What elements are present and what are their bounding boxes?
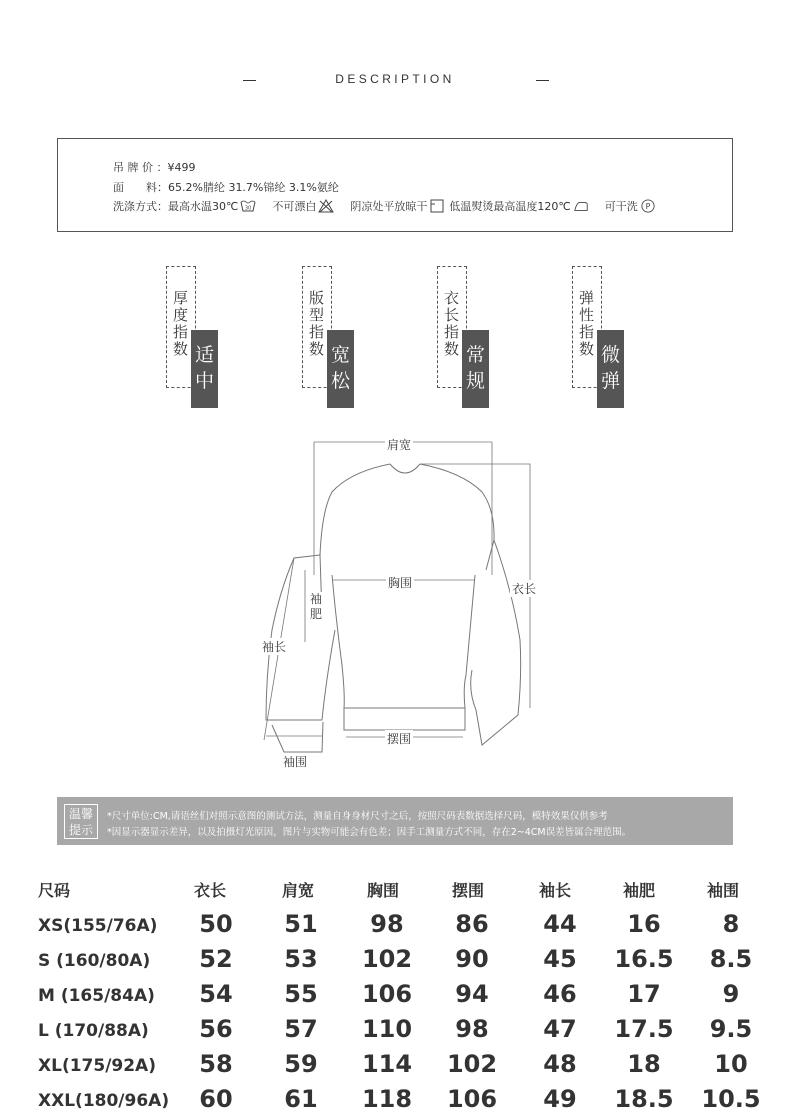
header-size: 尺码 bbox=[38, 881, 71, 900]
gauge-label: 衣长指数 bbox=[444, 289, 460, 358]
gauge-label: 版型指数 bbox=[309, 289, 325, 358]
measurement-value: 16.5 bbox=[614, 945, 674, 973]
measurement-value: 98 bbox=[370, 910, 404, 938]
measurement-value: 10 bbox=[714, 1050, 748, 1078]
tips-tag: 温馨提示 bbox=[64, 804, 98, 839]
gauge-value: 微弹 bbox=[597, 330, 624, 408]
gauge-length bbox=[437, 266, 497, 411]
gauge-value: 常规 bbox=[462, 330, 489, 408]
measurement-value: 60 bbox=[199, 1085, 233, 1113]
measurement-value: 17 bbox=[627, 980, 661, 1008]
measurement-value: 53 bbox=[284, 945, 318, 973]
measurement-value: 52 bbox=[199, 945, 233, 973]
measurement-value: 10.5 bbox=[701, 1085, 761, 1113]
measurement-value: 8.5 bbox=[709, 945, 753, 973]
flat-dry-icon bbox=[429, 199, 445, 213]
measurement-value: 98 bbox=[455, 1015, 489, 1043]
measurement-value: 102 bbox=[446, 1050, 498, 1078]
product-info-box bbox=[57, 138, 733, 232]
description-header bbox=[0, 70, 790, 92]
measurement-value: 102 bbox=[361, 945, 413, 973]
label-chest: 胸围 bbox=[388, 576, 413, 590]
header-dash-right bbox=[536, 80, 549, 81]
iron-icon bbox=[573, 199, 589, 213]
no-bleach-icon bbox=[318, 199, 334, 213]
measurement-value: 114 bbox=[361, 1050, 413, 1078]
measurement-value: 44 bbox=[543, 910, 577, 938]
gauge-value: 宽松 bbox=[327, 330, 354, 408]
iron-text: 低温熨烫最高温度120℃ bbox=[449, 200, 571, 213]
header-cuff: 袖围 bbox=[707, 881, 740, 900]
gauge-label: 厚度指数 bbox=[173, 289, 189, 358]
measurement-value: 56 bbox=[199, 1015, 233, 1043]
label-length: 衣长 bbox=[512, 582, 537, 596]
measurement-value: 50 bbox=[199, 910, 233, 938]
measurement-value: 46 bbox=[543, 980, 577, 1008]
measurement-value: 18 bbox=[627, 1050, 661, 1078]
measurement-value: 90 bbox=[455, 945, 489, 973]
table-row bbox=[0, 1050, 790, 1084]
measurement-value: 17.5 bbox=[614, 1015, 674, 1043]
header-length: 衣长 bbox=[194, 881, 227, 900]
header-chest: 胸围 bbox=[367, 881, 400, 900]
dryclean-text: 可干洗 bbox=[604, 200, 638, 213]
measurement-value: 54 bbox=[199, 980, 233, 1008]
care-line bbox=[113, 198, 660, 214]
label-hem: 摆围 bbox=[387, 732, 412, 746]
label-sleeve-length: 袖长 bbox=[262, 640, 287, 654]
measurement-value: 8 bbox=[722, 910, 740, 938]
wash-tub-icon bbox=[240, 199, 256, 213]
dryclean-icon-text: P bbox=[645, 202, 651, 212]
measurement-value: 110 bbox=[361, 1015, 413, 1043]
sweater-drawing bbox=[250, 430, 540, 775]
gauge-fit bbox=[302, 266, 362, 411]
gauge-value: 适中 bbox=[191, 330, 218, 408]
measurement-value: 59 bbox=[284, 1050, 318, 1078]
measurement-value: 106 bbox=[361, 980, 413, 1008]
size-label: S (160/80A) bbox=[38, 951, 151, 971]
index-gauges bbox=[0, 266, 790, 411]
measurement-value: 48 bbox=[543, 1050, 577, 1078]
table-row bbox=[0, 945, 790, 979]
measurement-value: 58 bbox=[199, 1050, 233, 1078]
measurement-value: 118 bbox=[361, 1085, 413, 1113]
measurement-diagram bbox=[250, 430, 540, 775]
measurement-value: 94 bbox=[455, 980, 489, 1008]
size-label: XS(155/76A) bbox=[38, 916, 158, 936]
header-hem: 摆围 bbox=[452, 881, 485, 900]
dry-text: 阴凉处平放晾干 bbox=[350, 200, 428, 213]
price-text: 吊 牌 价 ：¥499 bbox=[113, 161, 196, 174]
measurement-value: 18.5 bbox=[614, 1085, 674, 1113]
measurement-value: 9 bbox=[722, 980, 740, 1008]
header-sleeve-width: 袖肥 bbox=[623, 881, 656, 900]
section-title: DESCRIPTION bbox=[335, 72, 455, 86]
material-line bbox=[113, 179, 339, 195]
size-label: M (165/84A) bbox=[38, 986, 155, 1006]
dryclean-p-icon bbox=[640, 199, 656, 213]
measurement-value: 55 bbox=[284, 980, 318, 1008]
gauge-label: 弹性指数 bbox=[579, 289, 595, 358]
tips-line-2: *因显示器显示差异，以及拍摄灯光原因，图片与实物可能会有色差；因手工测量方式不同，存在2~4CM误差皆属合理范围。 bbox=[107, 827, 632, 838]
measurement-value: 45 bbox=[543, 945, 577, 973]
measurement-value: 106 bbox=[446, 1085, 498, 1113]
size-label: L (170/88A) bbox=[38, 1021, 149, 1041]
price-line bbox=[113, 159, 195, 175]
tips-banner bbox=[57, 797, 733, 845]
label-sleeve-width: 袖 肥 bbox=[308, 592, 326, 622]
label-cuff: 袖围 bbox=[283, 755, 308, 769]
table-row bbox=[0, 910, 790, 944]
measurement-value: 49 bbox=[543, 1085, 577, 1113]
tips-line-1: *尺寸单位:CM,请语丝们对照示意图的测试方法，测量自身身材尺寸之后，按照尺码表数据选择尺码，模特效果仅供参考 bbox=[107, 811, 608, 822]
size-label: XL(175/92A) bbox=[38, 1056, 156, 1076]
table-row bbox=[0, 1085, 790, 1113]
measurement-value: 86 bbox=[455, 910, 489, 938]
measurement-value: 16 bbox=[627, 910, 661, 938]
wash-temp-text: 30 bbox=[245, 205, 252, 212]
measurement-value: 61 bbox=[284, 1085, 318, 1113]
header-sleeve-length: 袖长 bbox=[539, 881, 572, 900]
measurement-value: 9.5 bbox=[709, 1015, 753, 1043]
table-row bbox=[0, 1015, 790, 1049]
gauge-elasticity bbox=[572, 266, 632, 411]
measurement-value: 57 bbox=[284, 1015, 318, 1043]
label-shoulder-width: 肩宽 bbox=[387, 438, 412, 452]
bleach-text: 不可漂白 bbox=[272, 200, 317, 213]
measurement-value: 51 bbox=[284, 910, 318, 938]
gauge-thickness bbox=[166, 266, 226, 411]
size-label: XXL(180/96A) bbox=[38, 1091, 170, 1111]
header-shoulder: 肩宽 bbox=[282, 881, 315, 900]
table-row bbox=[0, 980, 790, 1014]
wash-text: 洗涤方式：最高水温30℃ bbox=[113, 200, 239, 213]
material-text: 面 料：65.2%腈纶 31.7%锦纶 3.1%氨纶 bbox=[113, 181, 339, 194]
measurement-value: 47 bbox=[543, 1015, 577, 1043]
